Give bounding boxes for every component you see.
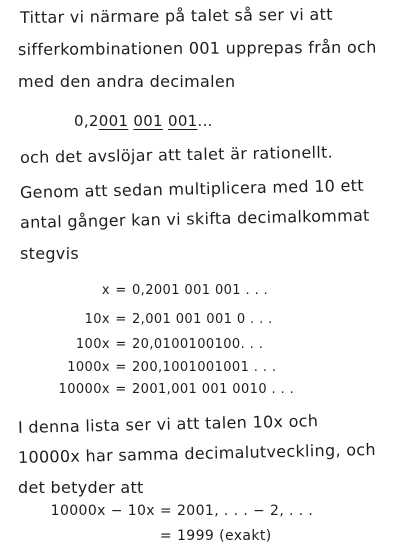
equation-lhs: 10000x <box>58 382 110 397</box>
final-equation-rhs: 2001, . . . − 2, . . . <box>177 503 314 519</box>
example-number <box>74 112 213 130</box>
equals-sign: = <box>115 337 127 352</box>
equation-row <box>0 360 276 375</box>
example-number-group-2: 001 <box>133 112 163 130</box>
equation-lhs: 100x <box>75 337 110 352</box>
paragraph-2-line-2: Genom att sedan multiplicera med 10 ett <box>19 175 365 202</box>
equation-row <box>0 312 273 327</box>
equals-sign: = <box>159 528 173 544</box>
paragraph-3-line-2: 10000x har samma decimalutveckling, och <box>17 439 377 467</box>
paragraph-2-line-4: stegvis <box>20 244 79 263</box>
example-number-group-1: 001 <box>98 112 129 130</box>
example-number-suffix: ... <box>197 112 213 130</box>
final-equation-rhs: 1999 (exakt) <box>177 528 272 544</box>
equation-lhs: x <box>101 283 110 298</box>
equals-sign: = <box>115 382 127 397</box>
equals-sign: = <box>115 360 127 375</box>
equation-row <box>0 382 294 397</box>
equation-rhs: 2,001 001 001 0 . . . <box>132 312 273 327</box>
equation-rhs: 0,2001 001 001 . . . <box>132 283 269 298</box>
equation-rhs: 2001,001 001 0010 . . . <box>132 382 295 397</box>
final-equation-row <box>0 528 272 544</box>
equation-lhs: 10x <box>84 312 110 327</box>
paragraph-2-line-3: antal gånger kan vi skifta decimalkommat <box>19 205 370 232</box>
equals-sign: = <box>115 283 127 298</box>
final-equation-lhs: 10000x − 10x <box>50 503 155 519</box>
equation-rhs: 200,1001001001 . . . <box>132 360 277 375</box>
paragraph-3-line-3: det betyder att <box>18 478 144 497</box>
example-number-group-3: 001 <box>167 112 198 130</box>
equals-sign: = <box>159 503 173 519</box>
paragraph-3-line-1: I denna lista ser vi att talen 10x och <box>17 411 319 437</box>
paragraph-1-line-3: med den andra decimalen <box>18 72 236 91</box>
paragraph-1-line-1: Tittar vi närmare på talet så ser vi att <box>19 4 333 27</box>
final-equation-row <box>0 503 313 519</box>
paragraph-2-line-1: och det avslöjar att talet är rationellt. <box>19 142 334 167</box>
equation-lhs: 1000x <box>67 360 110 375</box>
equation-row <box>0 337 263 352</box>
paragraph-1-line-2: sifferkombinationen 001 upprepas från och <box>17 37 377 59</box>
equation-row <box>0 283 268 298</box>
example-number-prefix: 0,2 <box>74 112 99 130</box>
equation-rhs: 20,0100100100. . . <box>132 337 264 352</box>
equals-sign: = <box>115 312 127 327</box>
